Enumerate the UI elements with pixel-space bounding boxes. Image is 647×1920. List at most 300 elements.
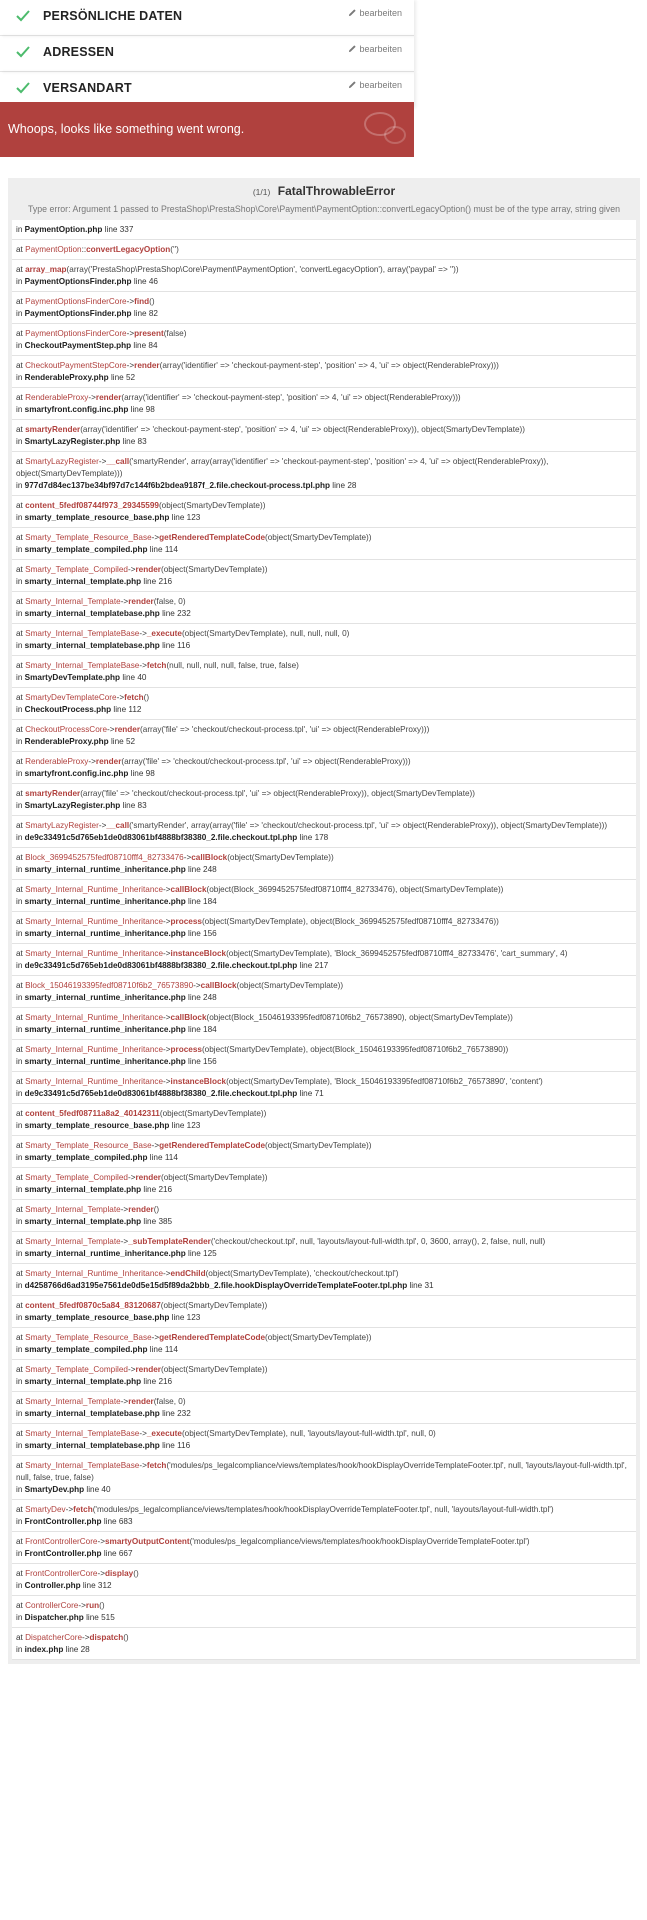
- frame-line: line 52: [110, 737, 136, 746]
- trace-frame: [12, 592, 636, 624]
- frame-class: Smarty_Internal_TemplateBase: [25, 1429, 140, 1438]
- frame-file: smarty_internal_templatebase.php: [24, 609, 160, 618]
- frame-call: [16, 1140, 632, 1152]
- frame-at-label: at: [16, 1269, 23, 1278]
- frame-args: (false): [163, 329, 187, 338]
- frame-at-label: at: [16, 1141, 23, 1150]
- frame-call: [16, 1332, 632, 1344]
- frame-class: Smarty_Internal_Runtime_Inheritance: [25, 917, 164, 926]
- frame-function: render: [128, 1205, 154, 1214]
- frame-location: [16, 308, 632, 320]
- frame-function: callBlock: [170, 885, 207, 894]
- frame-operator: ->: [120, 597, 129, 606]
- frame-line: line 83: [122, 437, 147, 446]
- frame-args: ('modules/ps_legalcompliance/views/templates/hook/hookDisplayOverrideTemplateFooter.tpl'): [189, 1537, 530, 1546]
- frame-call: [16, 820, 632, 832]
- frame-call: [16, 500, 632, 512]
- pencil-icon: [348, 8, 357, 17]
- trace-frame: [12, 1456, 636, 1500]
- frame-location: [16, 1280, 632, 1292]
- frame-line: line 98: [130, 769, 155, 778]
- check-icon: [16, 45, 30, 59]
- frame-operator: ::: [81, 245, 87, 254]
- frame-operator: ->: [126, 297, 135, 306]
- trace-frame: [12, 624, 636, 656]
- frame-at-label: at: [16, 425, 23, 434]
- frame-in-label: in: [16, 513, 23, 522]
- trace-frame: [12, 1008, 636, 1040]
- frame-line: line 114: [149, 1153, 178, 1162]
- frame-at-label: at: [16, 1569, 23, 1578]
- frame-line: line 667: [103, 1549, 133, 1558]
- frame-in-label: in: [16, 1057, 23, 1066]
- frame-function: convertLegacyOption: [86, 245, 171, 254]
- frame-call: [16, 724, 632, 736]
- frame-file: smarty_template_compiled.php: [24, 1345, 148, 1354]
- frame-function: render: [95, 757, 122, 766]
- exception-header: [8, 178, 640, 202]
- frame-line: line 385: [143, 1217, 173, 1226]
- frame-file: smarty_internal_runtime_inheritance.php: [24, 1025, 186, 1034]
- frame-at-label: at: [16, 597, 23, 606]
- frame-file: smarty_internal_template.php: [24, 1377, 142, 1386]
- trace-frame: [12, 528, 636, 560]
- frame-operator: ->: [98, 457, 107, 466]
- frame-call: [16, 628, 632, 640]
- frame-function: getRenderedTemplateCode: [159, 1141, 266, 1150]
- frame-call: [16, 660, 632, 672]
- frame-class: SmartyDev: [25, 1505, 66, 1514]
- trace-frame: [12, 1500, 636, 1532]
- frame-location: [16, 768, 632, 780]
- frame-class: Smarty_Template_Compiled: [25, 565, 128, 574]
- frame-function: fetch: [146, 661, 167, 670]
- frame-args: (object(SmartyDevTemplate), 'Block_3699452575fedf08710fff4_82733476', 'cart_summary', 4): [226, 949, 568, 958]
- frame-in-label: in: [16, 865, 23, 874]
- frame-call: [16, 916, 632, 928]
- step-title: VERSANDART: [43, 81, 132, 95]
- frame-line: line 248: [188, 993, 217, 1002]
- frame-location: [16, 340, 632, 352]
- frame-file: CheckoutPaymentStep.php: [24, 341, 132, 350]
- frame-function: process: [170, 1045, 202, 1054]
- frame-in-label: in: [16, 1281, 23, 1290]
- frame-call: [16, 264, 632, 276]
- frame-in-label: in: [16, 1249, 23, 1258]
- exception-panel: [8, 178, 640, 1664]
- frame-file: smarty_internal_runtime_inheritance.php: [24, 993, 186, 1002]
- frame-operator: ->: [163, 949, 171, 958]
- frame-location: [16, 372, 632, 384]
- frame-args: (): [133, 1569, 139, 1578]
- frame-in-label: in: [16, 373, 23, 382]
- frame-call: [16, 1600, 632, 1612]
- frame-line: line 216: [143, 1377, 173, 1386]
- frame-location: [16, 1024, 632, 1036]
- trace-frame: [12, 1168, 636, 1200]
- frame-operator: ->: [163, 917, 171, 926]
- frame-call: [16, 852, 632, 864]
- frame-line: line 217: [299, 961, 329, 970]
- frame-file: Controller.php: [24, 1581, 81, 1590]
- frame-file: smarty_internal_runtime_inheritance.php: [24, 1057, 186, 1066]
- frame-line: line 123: [171, 1313, 201, 1322]
- trace-frame: [12, 388, 636, 420]
- frame-function: find: [134, 297, 150, 306]
- trace-frame: [12, 656, 636, 688]
- trace-frame: [12, 720, 636, 752]
- frame-args: (object(SmartyDevTemplate)): [160, 565, 268, 574]
- frame-operator: ->: [78, 1601, 86, 1610]
- frame-class: Smarty_Internal_Runtime_Inheritance: [25, 1077, 164, 1086]
- frame-file: SmartyLazyRegister.php: [24, 437, 121, 446]
- frame-function: dispatch: [89, 1633, 124, 1642]
- frame-file: smarty_internal_template.php: [24, 1185, 142, 1194]
- frame-at-label: at: [16, 853, 23, 862]
- frame-at-label: at: [16, 1173, 23, 1182]
- frame-args: (): [123, 1633, 129, 1642]
- frame-function: callBlock: [191, 853, 228, 862]
- frame-args: (object(SmartyDevTemplate)): [227, 853, 334, 862]
- frame-operator: ->: [183, 853, 192, 862]
- check-icon: [16, 9, 30, 23]
- step-title: PERSÖNLICHE DATEN: [43, 9, 183, 23]
- edit-label: bearbeiten: [359, 44, 402, 54]
- frame-args: ('smartyRender', array(array('identifier' => 'checkout-payment-step', 'position' => 4, 'ui' => object(RenderableProxy)), object(SmartyDevTemplate))): [16, 457, 549, 478]
- frame-line: line 312: [82, 1581, 112, 1590]
- frame-location: [16, 576, 632, 588]
- frame-file: smartyfront.config.inc.php: [24, 769, 129, 778]
- frame-operator: ->: [97, 1569, 105, 1578]
- frame-class: CheckoutPaymentStepCore: [25, 361, 127, 370]
- frame-at-label: at: [16, 1537, 23, 1546]
- frame-call: [16, 1364, 632, 1376]
- frame-in-label: in: [16, 1613, 23, 1622]
- frame-location: [16, 608, 632, 620]
- frame-function: array_map: [25, 265, 67, 274]
- frame-args: ('modules/ps_legalcompliance/views/templates/hook/hookDisplayOverrideTemplateFooter.tpl', null, 'layouts/layout-full-width.tpl', null, false, true, false): [16, 1461, 627, 1482]
- frame-call: [16, 1172, 632, 1184]
- frame-call: [16, 692, 632, 704]
- trace-frame: [12, 912, 636, 944]
- frame-operator: ->: [127, 565, 136, 574]
- frame-file: smarty_template_resource_base.php: [24, 1313, 170, 1322]
- frame-at-label: at: [16, 949, 23, 958]
- frame-call: [16, 456, 632, 480]
- frame-class: Smarty_Internal_TemplateBase: [25, 661, 140, 670]
- frame-location: [16, 1312, 632, 1324]
- trace-frame: [12, 1596, 636, 1628]
- frame-at-label: at: [16, 725, 23, 734]
- frame-args: (array('file' => 'checkout/checkout-process.tpl', 'ui' => object(RenderableProxy))): [140, 725, 430, 734]
- trace-frame: [12, 260, 636, 292]
- frame-at-label: at: [16, 1237, 23, 1246]
- frame-at-label: at: [16, 457, 23, 466]
- frame-at-label: at: [16, 821, 23, 830]
- frame-file: FrontController.php: [24, 1517, 102, 1526]
- frame-function: render: [135, 1365, 161, 1374]
- frame-location: [16, 436, 632, 448]
- frame-location: [16, 736, 632, 748]
- frame-class: Smarty_Internal_Template: [25, 1397, 121, 1406]
- frame-call: [16, 948, 632, 960]
- frame-location: [16, 672, 632, 684]
- trace-frame: [12, 976, 636, 1008]
- frame-file: PaymentOptionsFinder.php: [24, 277, 132, 286]
- trace-frame: [12, 1360, 636, 1392]
- frame-line: line 31: [409, 1281, 434, 1290]
- frame-line: line 248: [188, 865, 217, 874]
- frame-args: (array('file' => 'checkout/checkout-process.tpl', 'ui' => object(RenderableProxy))): [121, 757, 411, 766]
- frame-at-label: at: [16, 1045, 23, 1054]
- frame-args: (object(SmartyDevTemplate), object(Block_15046193395fedf08710f6b2_76573890)): [201, 1045, 509, 1054]
- frame-args: (object(SmartyDevTemplate), null, 'layouts/layout-full-width.tpl', null, 0): [181, 1429, 436, 1438]
- frame-location: [16, 704, 632, 716]
- frame-line: line 178: [299, 833, 329, 842]
- frame-args: ('modules/ps_legalcompliance/views/templates/hook/hookDisplayOverrideTemplateFooter.tpl', null, 'layouts/layout-full-width.tpl'): [92, 1505, 554, 1514]
- frame-class: FrontControllerCore: [25, 1569, 98, 1578]
- frame-class: Smarty_Internal_Template: [25, 1205, 121, 1214]
- frame-file: smarty_internal_runtime_inheritance.php: [24, 929, 186, 938]
- frame-args: (array('identifier' => 'checkout-payment-step', 'position' => 4, 'ui' => object(RenderableProxy))): [121, 393, 461, 402]
- frame-at-label: at: [16, 393, 23, 402]
- frame-args: (object(SmartyDevTemplate)): [236, 981, 344, 990]
- frame-in-label: in: [16, 1377, 23, 1386]
- frame-args: ('checkout/checkout.tpl', null, 'layouts/layout-full-width.tpl', 0, 3600, array(), 2, false, null, null): [210, 1237, 546, 1246]
- frame-class: RenderableProxy: [25, 757, 89, 766]
- step-personal-data[interactable]: [0, 0, 414, 36]
- frame-in-label: in: [16, 705, 23, 714]
- frame-location: [16, 1344, 632, 1356]
- trace-frame: [12, 1564, 636, 1596]
- frame-class: Smarty_Template_Resource_Base: [25, 533, 152, 542]
- frame-function: callBlock: [200, 981, 237, 990]
- frame-function: getRenderedTemplateCode: [159, 533, 266, 542]
- trace-frame: [12, 1424, 636, 1456]
- error-banner-text: Whoops, looks like something went wrong.: [8, 122, 245, 136]
- frame-call: [16, 1568, 632, 1580]
- frame-call: [16, 296, 632, 308]
- frame-file: de9c33491c5d765eb1de0d83061bf4888bf38380_2.file.checkout.tpl.php: [24, 833, 298, 842]
- frame-call: [16, 360, 632, 372]
- frame-at-label: at: [16, 501, 23, 510]
- frame-class: CheckoutProcessCore: [25, 725, 108, 734]
- frame-class: Smarty_Internal_Runtime_Inheritance: [25, 1013, 164, 1022]
- frame-file: de9c33491c5d765eb1de0d83061bf4888bf38380_2.file.checkout.tpl.php: [24, 1089, 298, 1098]
- frame-file: Dispatcher.php: [24, 1613, 84, 1622]
- frame-at-label: at: [16, 1205, 23, 1214]
- frame-class: Smarty_Internal_Runtime_Inheritance: [25, 1269, 164, 1278]
- frame-at-label: at: [16, 533, 23, 542]
- frame-file: SmartyDev.php: [24, 1485, 85, 1494]
- frame-class: Smarty_Internal_Template: [25, 597, 121, 606]
- frame-location: [16, 404, 632, 416]
- frame-at-label: at: [16, 1461, 23, 1470]
- frame-class: Smarty_Internal_Runtime_Inheritance: [25, 885, 164, 894]
- frame-in-label: in: [16, 801, 23, 810]
- frame-function: fetch: [146, 1461, 167, 1470]
- frame-location: [16, 896, 632, 908]
- frame-class: Smarty_Template_Resource_Base: [25, 1333, 152, 1342]
- frame-file: smartyfront.config.inc.php: [24, 405, 129, 414]
- frame-operator: ->: [120, 1237, 129, 1246]
- frame-line: line 156: [188, 1057, 217, 1066]
- frame-call: [16, 244, 632, 256]
- frame-at-label: at: [16, 661, 23, 670]
- frame-call: [16, 1268, 632, 1280]
- frame-operator: ->: [82, 1633, 90, 1642]
- frame-file: RenderableProxy.php: [24, 373, 109, 382]
- frame-call: [16, 1536, 632, 1548]
- frame-operator: ->: [116, 693, 125, 702]
- frame-in-label: in: [16, 577, 23, 586]
- frame-operator: ->: [127, 1365, 136, 1374]
- frame-line: line 83: [122, 801, 147, 810]
- frame-file: FrontController.php: [24, 1549, 102, 1558]
- frame-in-label: in: [16, 897, 23, 906]
- frame-file: smarty_internal_runtime_inheritance.php: [24, 1249, 186, 1258]
- frame-args: (object(SmartyDevTemplate)): [158, 501, 266, 510]
- frame-location: [16, 800, 632, 812]
- frame-class: Block_15046193395fedf08710f6b2_76573890: [25, 981, 194, 990]
- frame-call: [16, 596, 632, 608]
- frame-operator: ->: [126, 329, 135, 338]
- frame-location: [16, 640, 632, 652]
- frame-args: (object(SmartyDevTemplate)): [159, 1109, 267, 1118]
- frame-call: [16, 1300, 632, 1312]
- pencil-icon: [348, 44, 357, 53]
- trace-frame: [12, 1296, 636, 1328]
- frame-at-label: at: [16, 1077, 23, 1086]
- frame-in-label: in: [16, 1581, 23, 1590]
- frame-operator: ->: [88, 757, 96, 766]
- frame-operator: ->: [163, 1269, 171, 1278]
- trace-frame: [12, 496, 636, 528]
- frame-operator: ->: [126, 361, 135, 370]
- frame-location: [16, 864, 632, 876]
- frame-function: render: [128, 597, 154, 606]
- frame-call: [16, 1504, 632, 1516]
- frame-call: [16, 424, 632, 436]
- frame-class: Smarty_Internal_TemplateBase: [25, 629, 140, 638]
- frame-operator: ->: [139, 1429, 147, 1438]
- frame-in-label: in: [16, 1645, 23, 1654]
- frame-in-label: in: [16, 833, 23, 842]
- checkout-steps: [0, 0, 414, 108]
- frame-line: line 232: [162, 1409, 191, 1418]
- frame-line: line 156: [188, 929, 217, 938]
- frame-args: (): [149, 297, 155, 306]
- frame-operator: ->: [139, 629, 147, 638]
- frame-in-label: in: [16, 1313, 23, 1322]
- frame-args: (false, 0): [153, 1397, 186, 1406]
- frame-at-label: at: [16, 757, 23, 766]
- frame-in-label: in: [16, 1121, 23, 1130]
- check-icon: [16, 81, 30, 95]
- frame-call: [16, 532, 632, 544]
- trace-frame: [12, 784, 636, 816]
- frame-args: (object(Block_15046193395fedf08710f6b2_76573890), object(SmartyDevTemplate)): [206, 1013, 513, 1022]
- trace-frame: [12, 816, 636, 848]
- pencil-icon: [348, 80, 357, 89]
- frame-location: [16, 1408, 632, 1420]
- trace-frame: [12, 880, 636, 912]
- trace-frame: [12, 324, 636, 356]
- frame-in-label: in: [16, 769, 23, 778]
- frame-args: (object(SmartyDevTemplate), 'checkout/checkout.tpl'): [205, 1269, 399, 1278]
- edit-link[interactable]: [348, 80, 402, 90]
- frame-function: run: [85, 1601, 100, 1610]
- frame-operator: ->: [193, 981, 201, 990]
- frame-file: RenderableProxy.php: [24, 737, 109, 746]
- frame-file: smarty_internal_templatebase.php: [24, 1441, 160, 1450]
- frame-location: [16, 1184, 632, 1196]
- frame-file: smarty_internal_templatebase.php: [24, 1409, 160, 1418]
- frame-call: [16, 1076, 632, 1088]
- frame-line: line 84: [133, 341, 158, 350]
- error-banner: [0, 102, 414, 157]
- frame-args: (object(SmartyDevTemplate)): [160, 1365, 268, 1374]
- frame-function: render: [128, 1397, 154, 1406]
- frame-in-label: in: [16, 1409, 23, 1418]
- frame-call: [16, 1044, 632, 1056]
- frame-location: [16, 928, 632, 940]
- frame-line: line 116: [162, 641, 191, 650]
- frame-class: Smarty_Internal_TemplateBase: [25, 1461, 140, 1470]
- frame-location: [16, 1580, 632, 1592]
- step-addresses[interactable]: [0, 36, 414, 72]
- frame-args: (object(SmartyDevTemplate), 'Block_15046193395fedf08710f6b2_76573890', 'content'): [226, 1077, 543, 1086]
- trace-frame: [12, 452, 636, 496]
- frame-args: (array('file' => 'checkout/checkout-process.tpl', 'ui' => object(RenderableProxy)), object(SmartyDevTemplate)): [80, 789, 475, 798]
- frame-line: line 123: [171, 1121, 201, 1130]
- frame-file: smarty_template_resource_base.php: [24, 513, 170, 522]
- frame-args: (): [153, 1205, 160, 1214]
- edit-link[interactable]: [348, 8, 402, 18]
- frame-in-label: in: [16, 993, 23, 1002]
- frame-class: SmartyDevTemplateCore: [25, 693, 117, 702]
- frame-call: [16, 1108, 632, 1120]
- frame-in-label: in: [16, 437, 23, 446]
- frame-at-label: at: [16, 1397, 23, 1406]
- frame-call: [16, 788, 632, 800]
- frame-class: PaymentOption: [25, 245, 82, 254]
- frame-args: (array('identifier' => 'checkout-payment-step', 'position' => 4, 'ui' => object(RenderableProxy))): [159, 361, 499, 370]
- frame-class: PaymentOptionsFinderCore: [25, 297, 127, 306]
- frame-call: [16, 1428, 632, 1440]
- frame-operator: ->: [163, 1013, 171, 1022]
- frame-file: smarty_internal_runtime_inheritance.php: [24, 865, 186, 874]
- frame-operator: ->: [163, 1077, 171, 1086]
- exception-message: Type error: Argument 1 passed to PrestaShop\PrestaShop\Core\Payment\PaymentOption::convertLegacyOption() must be of the type array, string given: [28, 204, 620, 214]
- frame-function: process: [170, 917, 202, 926]
- frame-line: line 216: [143, 1185, 173, 1194]
- trace-frame: [12, 1072, 636, 1104]
- frame-line: line 184: [188, 1025, 217, 1034]
- frame-operator: ->: [163, 885, 171, 894]
- frame-location: [16, 1120, 632, 1132]
- frame-args: (object(SmartyDevTemplate)): [265, 533, 372, 542]
- edit-link[interactable]: [348, 44, 402, 54]
- frame-line: line 184: [188, 897, 217, 906]
- frame-call: [16, 1632, 632, 1644]
- frame-function: render: [134, 361, 160, 370]
- trace-frame: [12, 1232, 636, 1264]
- frame-line: line 46: [133, 277, 158, 286]
- frame-class: SmartyLazyRegister: [25, 457, 99, 466]
- frame-file: smarty_template_compiled.php: [24, 1153, 148, 1162]
- frame-args: (object(SmartyDevTemplate)): [160, 1173, 268, 1182]
